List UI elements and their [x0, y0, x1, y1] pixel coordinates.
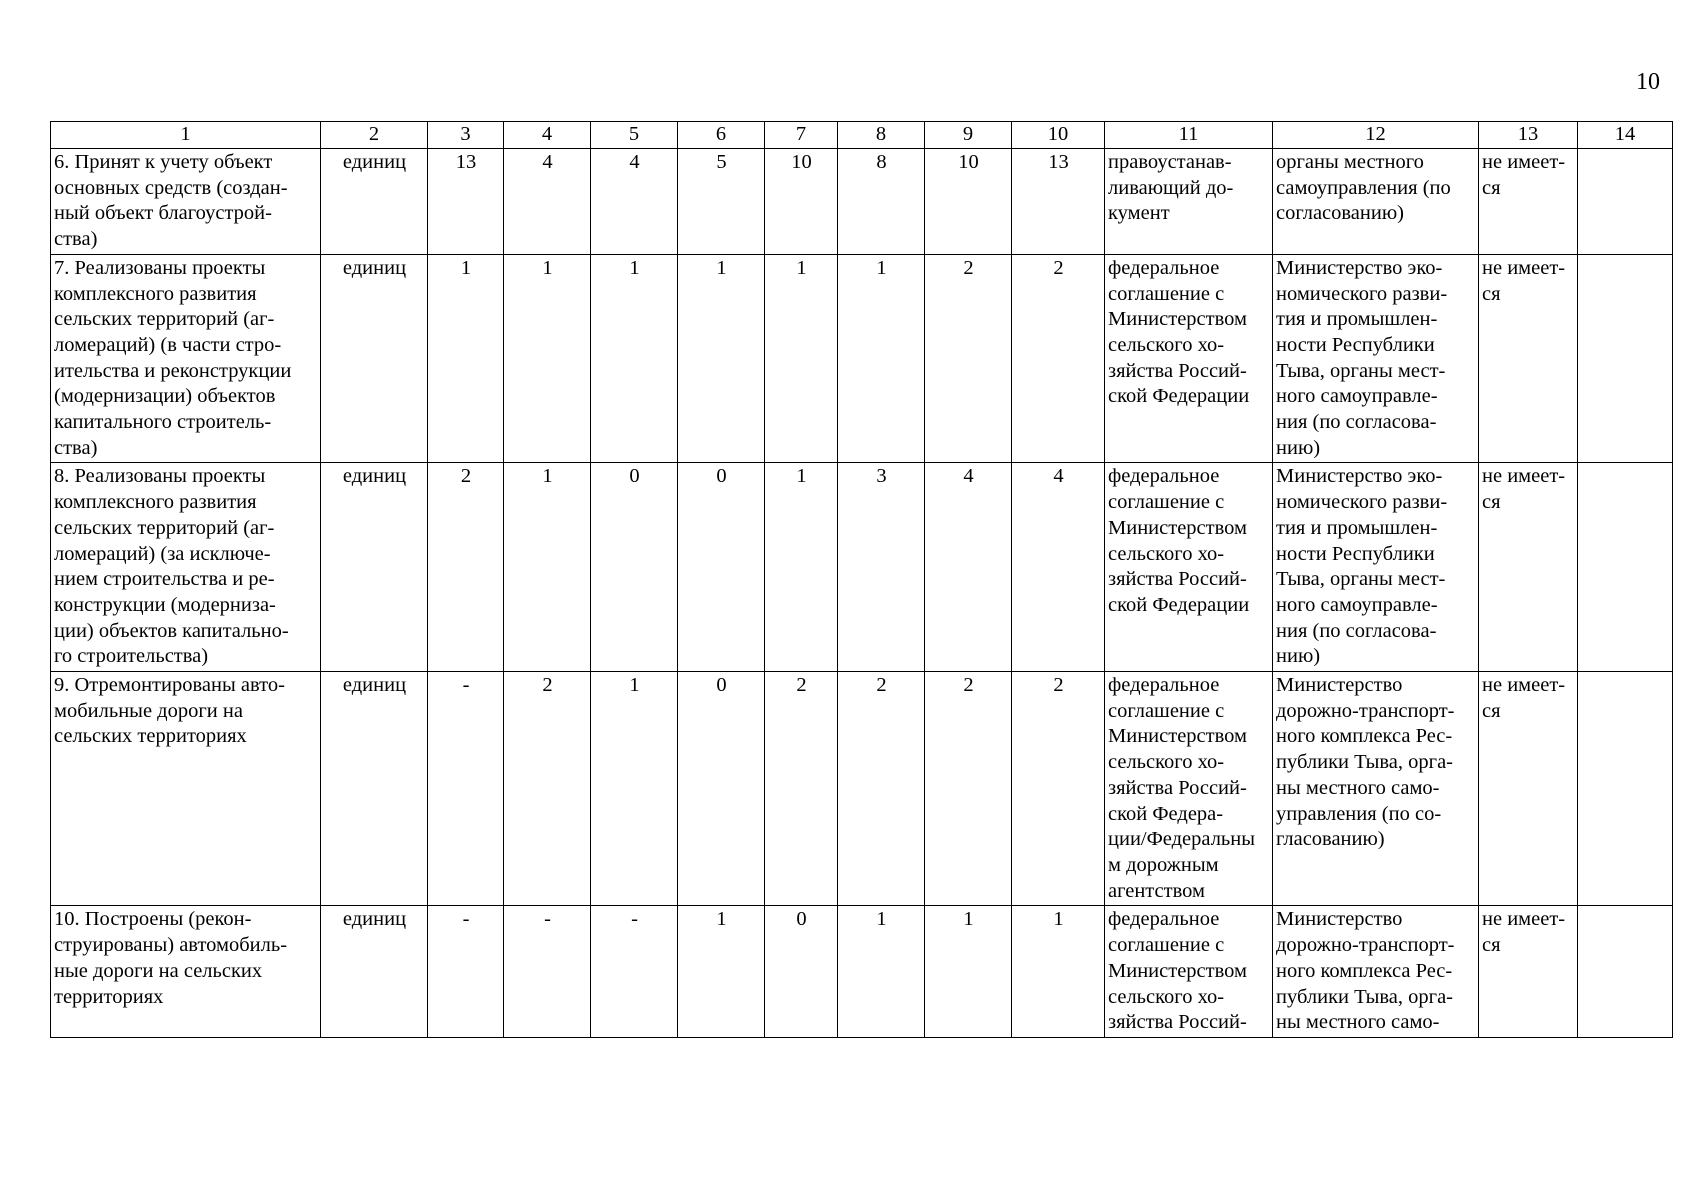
indicator-cell: 9. Отремонтированы авто- мобильные дороги на сельских территориях: [51, 672, 321, 906]
value-cell: -: [504, 906, 591, 1038]
unit-cell: единиц: [321, 254, 428, 463]
value-cell: 0: [591, 463, 678, 672]
table-row: [51, 463, 1673, 672]
value-cell: 0: [765, 906, 838, 1038]
column-number-row: [51, 122, 1673, 149]
column-number-cell: 3: [428, 122, 504, 149]
value-cell: 0: [678, 672, 765, 906]
value-cell: -: [428, 906, 504, 1038]
column-number-cell: 14: [1578, 122, 1673, 149]
table-row: [51, 906, 1673, 1038]
column-number-cell: 4: [504, 122, 591, 149]
col13-cell: не имеет- ся: [1479, 463, 1578, 672]
value-cell: 2: [504, 672, 591, 906]
document-cell: федеральное соглашение с Министерством сельского хо- зяйства Россий-: [1105, 906, 1273, 1038]
column-number-cell: 13: [1479, 122, 1578, 149]
column-number-cell: 8: [838, 122, 925, 149]
value-cell: -: [591, 906, 678, 1038]
value-cell: 2: [925, 672, 1012, 906]
unit-cell: единиц: [321, 463, 428, 672]
responsible-cell: Министерство эко- номического разви- тия и промышлен- ности Республики Тыва, органы мест- ного самоуправле- ния (по согласова- нию): [1273, 463, 1479, 672]
value-cell: 3: [838, 463, 925, 672]
value-cell: 1: [504, 254, 591, 463]
col13-cell: не имеет- ся: [1479, 149, 1578, 255]
column-number-cell: 5: [591, 122, 678, 149]
column-number-cell: 7: [765, 122, 838, 149]
unit-cell: единиц: [321, 906, 428, 1038]
col14-cell: [1578, 672, 1673, 906]
column-number-cell: 6: [678, 122, 765, 149]
value-cell: 2: [1012, 672, 1105, 906]
indicator-cell: 7. Реализованы проекты комплексного развития сельских территорий (аг- ломераций) (в части стро- ительства и реконструкции (модернизации) объектов капитального строитель- ства): [51, 254, 321, 463]
value-cell: 2: [1012, 254, 1105, 463]
value-cell: 1: [838, 254, 925, 463]
document-cell: федеральное соглашение с Министерством сельского хо- зяйства Россий- ской Федерации: [1105, 463, 1273, 672]
responsible-cell: органы местного самоуправления (по согласованию): [1273, 149, 1479, 255]
value-cell: 4: [504, 149, 591, 255]
table-row: [51, 672, 1673, 906]
value-cell: 4: [1012, 463, 1105, 672]
column-number-cell: 10: [1012, 122, 1105, 149]
table-row: [51, 254, 1673, 463]
value-cell: 1: [428, 254, 504, 463]
col14-cell: [1578, 463, 1673, 672]
column-number-cell: 1: [51, 122, 321, 149]
value-cell: 10: [925, 149, 1012, 255]
unit-cell: единиц: [321, 672, 428, 906]
value-cell: 1: [925, 906, 1012, 1038]
col13-cell: не имеет- ся: [1479, 906, 1578, 1038]
indicators-table: [50, 121, 1673, 1038]
value-cell: 1: [678, 254, 765, 463]
responsible-cell: Министерство эко- номического разви- тия и промышлен- ности Республики Тыва, органы мест- ного самоуправле- ния (по согласова- нию): [1273, 254, 1479, 463]
page-number: 10: [1636, 69, 1660, 95]
value-cell: 1: [838, 906, 925, 1038]
value-cell: 2: [838, 672, 925, 906]
value-cell: 13: [1012, 149, 1105, 255]
column-number-cell: 12: [1273, 122, 1479, 149]
col13-cell: не имеет- ся: [1479, 254, 1578, 463]
value-cell: 1: [591, 254, 678, 463]
value-cell: 1: [504, 463, 591, 672]
value-cell: 1: [1012, 906, 1105, 1038]
value-cell: 0: [678, 463, 765, 672]
value-cell: 2: [925, 254, 1012, 463]
indicator-cell: 8. Реализованы проекты комплексного развития сельских территорий (аг- ломераций) (за исключе- нием строительства и ре- конструкции (модерниза- ции) объектов капитально- го строительства): [51, 463, 321, 672]
value-cell: 4: [591, 149, 678, 255]
value-cell: 2: [428, 463, 504, 672]
indicator-cell: 10. Построены (рекон- струированы) автомобиль- ные дороги на сельских территориях: [51, 906, 321, 1038]
column-number-cell: 11: [1105, 122, 1273, 149]
value-cell: 1: [765, 254, 838, 463]
document-cell: правоустанав- ливающий до- кумент: [1105, 149, 1273, 255]
col14-cell: [1578, 149, 1673, 255]
unit-cell: единиц: [321, 149, 428, 255]
indicator-cell: 6. Принят к учету объект основных средств (создан- ный объект благоустрой- ства): [51, 149, 321, 255]
col13-cell: не имеет- ся: [1479, 672, 1578, 906]
col14-cell: [1578, 906, 1673, 1038]
col14-cell: [1578, 254, 1673, 463]
document-cell: федеральное соглашение с Министерством сельского хо- зяйства Россий- ской Федерации: [1105, 254, 1273, 463]
value-cell: 5: [678, 149, 765, 255]
responsible-cell: Министерство дорожно-транспорт- ного комплекса Рес- публики Тыва, орга- ны местного само- управления (по со- гласованию): [1273, 672, 1479, 906]
value-cell: 2: [765, 672, 838, 906]
value-cell: 8: [838, 149, 925, 255]
value-cell: 1: [591, 672, 678, 906]
document-cell: федеральное соглашение с Министерством сельского хо- зяйства Россий- ской Федера- ции/Федеральны м дорожным агентством: [1105, 672, 1273, 906]
column-number-cell: 9: [925, 122, 1012, 149]
value-cell: 1: [765, 463, 838, 672]
value-cell: 4: [925, 463, 1012, 672]
value-cell: -: [428, 672, 504, 906]
value-cell: 10: [765, 149, 838, 255]
table-row: [51, 149, 1673, 255]
value-cell: 13: [428, 149, 504, 255]
value-cell: 1: [678, 906, 765, 1038]
column-number-cell: 2: [321, 122, 428, 149]
responsible-cell: Министерство дорожно-транспорт- ного комплекса Рес- публики Тыва, орга- ны местного само-: [1273, 906, 1479, 1038]
